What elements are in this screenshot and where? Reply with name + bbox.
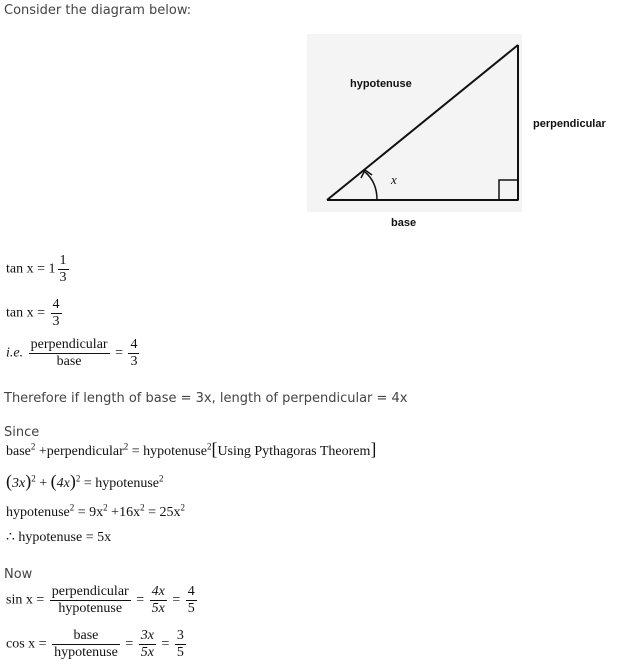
pythagoras-equation: base$^2$ +perpendicular$^2$ = hypotenuse$^2$[Using Pythagoras Theorem] [6, 439, 377, 459]
line3-eq2: = 25x [148, 505, 181, 520]
step3-rnum: 4 [130, 337, 138, 352]
step1-den: 3 [59, 270, 67, 285]
perpendicular-label: perpendicular [533, 118, 606, 130]
sin-lhs: sin x = [6, 592, 45, 608]
step3-prefix: i.e. [6, 345, 24, 361]
line3-sq3: 2 [140, 502, 145, 513]
sin-den2: 5x [151, 601, 165, 616]
line3-lhs: hypotenuse [6, 505, 70, 520]
step1-fraction [58, 253, 69, 286]
pyth-sq3: 2 [206, 441, 212, 452]
step3-rden: 3 [130, 354, 138, 369]
cos-frac2 [139, 628, 156, 661]
step2-num: 4 [52, 297, 60, 312]
line3-sq4: 2 [180, 502, 185, 513]
pyth-sq1: 2 [30, 441, 36, 452]
angle-label: x [391, 172, 397, 187]
sin-eq1: = [136, 592, 145, 608]
now-text: Now [4, 567, 33, 582]
hypotenuse-label: hypotenuse [350, 78, 412, 90]
cos-frac3 [175, 628, 186, 661]
step3-num: perpendicular [30, 337, 108, 352]
cos-eq2: = [161, 636, 170, 652]
sin-frac3 [186, 584, 197, 617]
sin-den3: 5 [187, 601, 195, 616]
step2-lhs: tan x = [6, 305, 45, 321]
cos-eq1: = [125, 636, 134, 652]
pyth-hyp: hypotenuse [143, 444, 207, 459]
line3-sq1: 2 [69, 502, 75, 513]
step1-equation [6, 253, 71, 286]
cos-num: base [52, 628, 120, 645]
cos-equation [6, 628, 188, 661]
pyth-eq: = [131, 444, 140, 459]
cos-den2: 5x [140, 645, 154, 660]
triangle-figure [305, 32, 615, 232]
sin-den: hypotenuse [58, 601, 123, 616]
line3-eq: = 9x [77, 505, 104, 520]
line2-eq: = hypotenuse [83, 476, 160, 491]
therefore-text: Therefore if length of base = 3x, length of perpendicular = 4x [4, 391, 408, 406]
line2-a: 3x [12, 476, 26, 491]
step3-result [128, 337, 139, 370]
line2-sq2: 2 [75, 473, 81, 484]
line2-sq3: 2 [159, 473, 164, 484]
line4-text: hypotenuse = 5x [18, 530, 112, 545]
step3-den: base [56, 354, 82, 369]
base-label: base [391, 217, 417, 229]
step1-lhs: tan x = [6, 261, 45, 277]
step2-equation [6, 297, 64, 330]
line2-plus: + [39, 476, 48, 491]
line2-sq1: 2 [31, 473, 36, 484]
line3-sq2: 2 [103, 502, 108, 513]
sin-eq2: = [172, 592, 181, 608]
step1-num: 1 [59, 253, 67, 268]
therefore-symbol: ∴ [6, 530, 15, 545]
sin-num2: 4x [151, 584, 165, 599]
intro-text: Consider the diagram below: [4, 3, 192, 18]
cos-frac1 [52, 628, 120, 661]
line3-mid: +16x [111, 505, 141, 520]
line2-b: 4x [56, 476, 70, 491]
pyth-perp: perpendicular [46, 444, 124, 459]
pyth-plus: + [38, 444, 47, 459]
step2-den: 3 [52, 314, 60, 329]
sin-equation [6, 584, 199, 617]
cos-lhs: cos x = [6, 636, 47, 652]
since-text: Since [4, 425, 40, 440]
sin-frac2 [150, 584, 167, 617]
cos-den: hypotenuse [54, 645, 118, 660]
step3-eq: = [115, 345, 123, 361]
hypotenuse-result [6, 529, 111, 546]
pyth-note: Using Pythagoras Theorem [217, 444, 371, 459]
triangle-diagram [305, 32, 615, 232]
expansion-equation: $(3x)^2 + (4x)^2$ = hypotenuse$^2$ [6, 471, 164, 491]
step2-fraction [51, 297, 62, 330]
step1-whole: 1 [48, 261, 56, 277]
sin-num: perpendicular [51, 584, 129, 599]
step3-fraction [29, 337, 110, 370]
pyth-sq2: 2 [123, 441, 129, 452]
sin-num3: 4 [187, 584, 195, 599]
cos-num2: 3x [140, 628, 154, 643]
sin-frac1 [50, 584, 131, 617]
pyth-base: base [6, 444, 31, 459]
cos-num3: 3 [176, 628, 184, 643]
hypotenuse-square-equation [6, 502, 185, 521]
step3-equation [6, 337, 141, 370]
cos-den3: 5 [176, 645, 184, 660]
